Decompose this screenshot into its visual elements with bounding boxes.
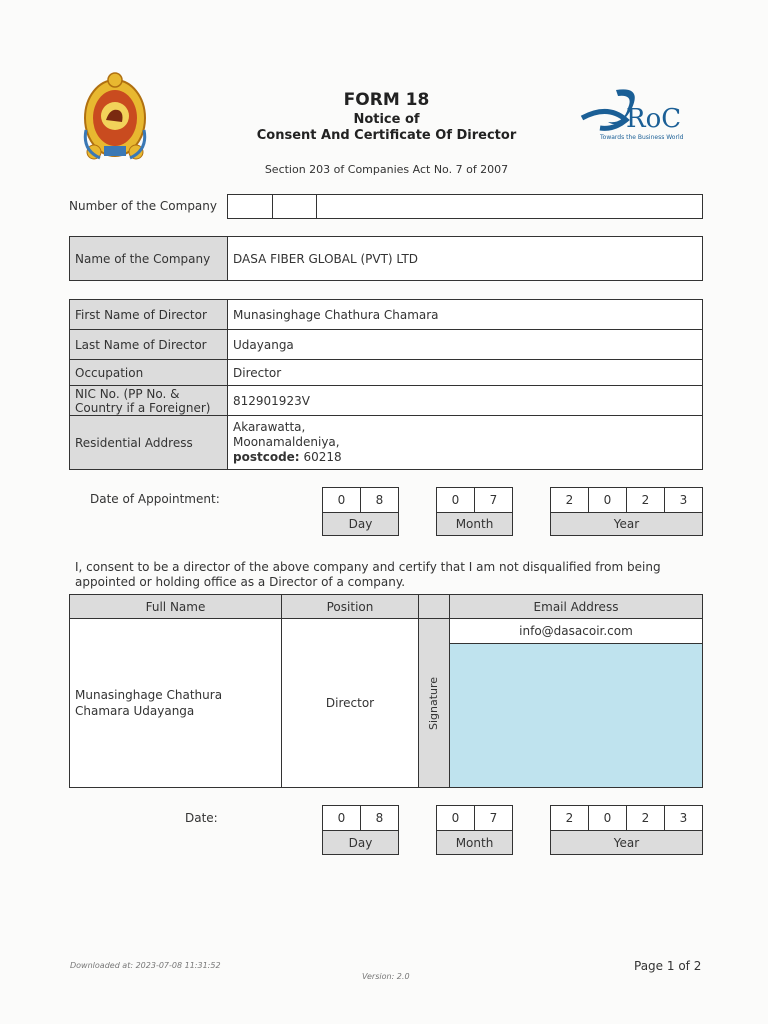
date-year-digit-4[interactable]: 3 (664, 805, 703, 831)
eroc-text: RoC (626, 104, 682, 134)
act-section: Section 203 of Companies Act No. 7 of 2007 (264, 163, 509, 176)
address-line-2: Moonamaldeniya, (233, 435, 340, 449)
signatory-table (69, 594, 703, 788)
occupation-label: Occupation (69, 359, 228, 386)
signature-box[interactable] (449, 643, 703, 788)
last-name-field[interactable]: Udayanga (227, 329, 703, 360)
date-year-digit-1[interactable]: 2 (550, 805, 589, 831)
nic-field[interactable]: 812901923V (227, 385, 703, 416)
notice-line-1: Notice of (353, 112, 420, 127)
eroc-tagline: Towards the Business World (600, 134, 684, 141)
header-full-name: Full Name (69, 594, 282, 619)
consent-line-1: I, consent to be a director of the above company and certify that I am not disqualified from being (75, 560, 661, 574)
postcode-label: postcode: (233, 450, 300, 464)
appointment-day-digit-1[interactable]: 0 (322, 487, 361, 513)
first-name-field[interactable]: Munasinghage Chathura Chamara (227, 299, 703, 330)
nic-label (69, 385, 228, 416)
appointment-year-digit-4[interactable]: 3 (664, 487, 703, 513)
postcode-value: 60218 (303, 450, 342, 464)
notice-line-2: Consent And Certificate Of Director (256, 128, 517, 143)
appointment-month-label: Month (436, 512, 513, 536)
address-line-1: Akarawatta, (233, 420, 306, 434)
appointment-date-label: Date of Appointment: (90, 492, 220, 506)
header-position: Position (281, 594, 419, 619)
company-number-label: Number of the Company (69, 199, 217, 213)
signature-label: Signature (427, 676, 441, 730)
appointment-year-digit-2[interactable]: 0 (588, 487, 627, 513)
form-number: FORM 18 (343, 90, 430, 110)
cell-divider (316, 195, 317, 218)
consent-line-2: appointed or holding office as a Director of a company. (75, 575, 406, 589)
appointment-day-digit-2[interactable]: 8 (360, 487, 399, 513)
appointment-year-digit-3[interactable]: 2 (626, 487, 665, 513)
company-name-field[interactable]: DASA FIBER GLOBAL (PVT) LTD (227, 236, 703, 281)
full-name-line-2: Chamara Udayanga (75, 704, 195, 718)
appointment-month-digit-1[interactable]: 0 (436, 487, 475, 513)
company-name-label: Name of the Company (69, 236, 228, 281)
header-signature-spacer (418, 594, 450, 619)
date-day-label: Day (322, 830, 399, 855)
appointment-day-label: Day (322, 512, 399, 536)
form-version: Version: 2.0 (362, 972, 410, 981)
date-year-label: Year (550, 830, 703, 855)
occupation-field[interactable]: Director (227, 359, 703, 386)
date-month-digit-1[interactable]: 0 (436, 805, 475, 831)
cell-divider (272, 195, 273, 218)
email-cell[interactable]: info@dasacoir.com (449, 618, 703, 644)
full-name-line-1: Munasinghage Chathura (75, 688, 223, 702)
nic-label-line-1: NIC No. (PP No. & (75, 386, 180, 401)
postcode-line (233, 450, 342, 465)
position-cell[interactable]: Director (281, 618, 419, 788)
date-year-digit-3[interactable]: 2 (626, 805, 665, 831)
address-field[interactable] (227, 415, 703, 470)
date-month-digit-2[interactable]: 7 (474, 805, 513, 831)
date-signed-label: Date: (185, 811, 218, 825)
date-day-digit-1[interactable]: 0 (322, 805, 361, 831)
last-name-label: Last Name of Director (69, 329, 228, 360)
header-email: Email Address (449, 594, 703, 619)
full-name-cell[interactable] (69, 618, 282, 788)
eroc-logo (578, 86, 693, 146)
date-day-digit-2[interactable]: 8 (360, 805, 399, 831)
company-number-field[interactable] (227, 194, 703, 219)
signature-label-cell (418, 618, 450, 788)
address-label: Residential Address (69, 415, 228, 470)
page-number: Page 1 of 2 (634, 959, 702, 973)
appointment-year-label: Year (550, 512, 703, 536)
first-name-label: First Name of Director (69, 299, 228, 330)
nic-label-line-2: Country if a Foreigner) (75, 400, 211, 415)
appointment-year-digit-1[interactable]: 2 (550, 487, 589, 513)
date-month-label: Month (436, 830, 513, 855)
date-year-digit-2[interactable]: 0 (588, 805, 627, 831)
appointment-month-digit-2[interactable]: 7 (474, 487, 513, 513)
download-timestamp: Downloaded at: 2023-07-08 11:31:52 (70, 961, 221, 970)
